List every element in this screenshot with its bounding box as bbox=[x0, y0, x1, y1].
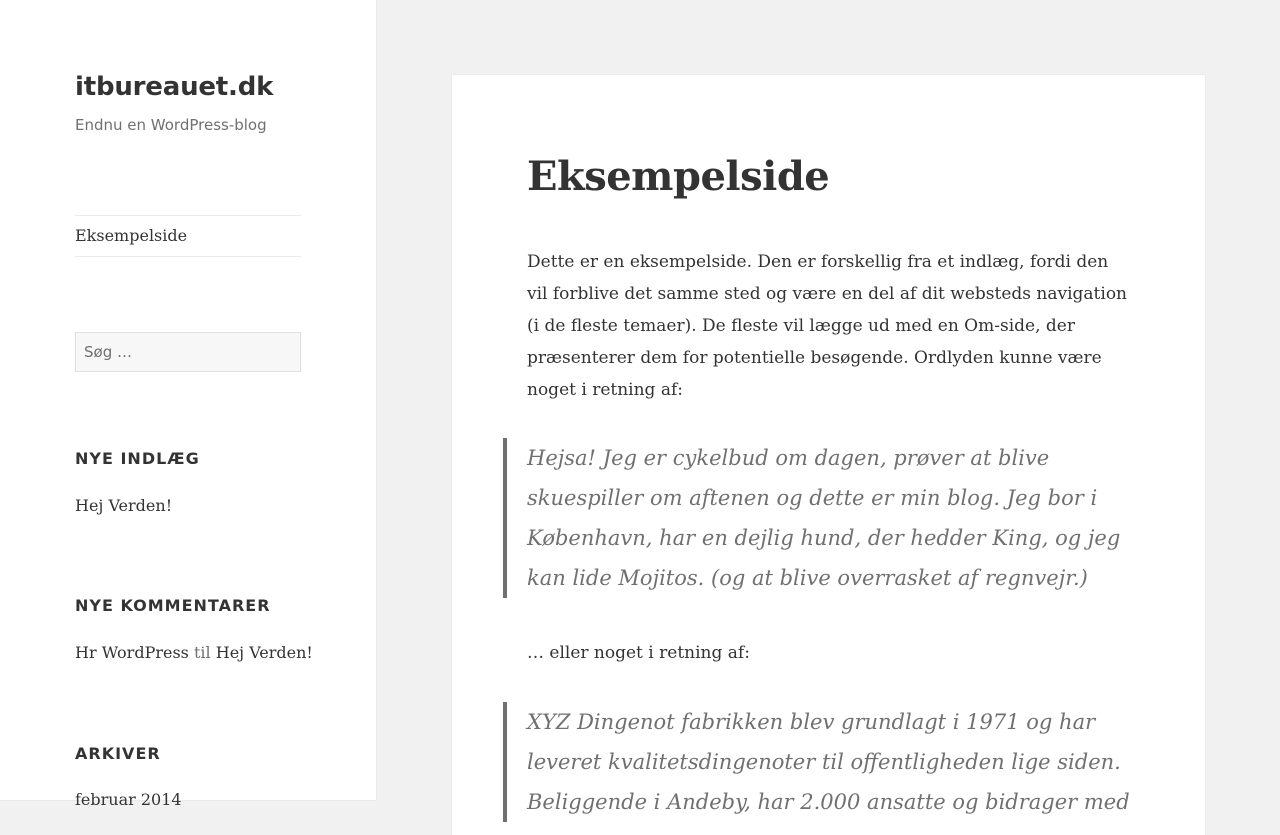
recent-posts-heading: NYE INDLÆG bbox=[75, 449, 200, 468]
recent-comment bbox=[75, 643, 313, 662]
intro-paragraph: Dette er en eksempelside. Den er forskellig fra et indlæg, fordi den vil forblive det samme sted og være en del af dit websteds navigation (i de fleste temaer). De fleste vil lægge ud med en Om-side, der præsenterer dem for potentielle besøgende. Ordlyden kunne være noget i retning af: bbox=[527, 252, 1127, 400]
site-title[interactable]: itbureauet.dk bbox=[75, 72, 274, 102]
blockquote-first: Hejsa! Jeg er cykelbud om dagen, prøver at blive skuespiller om aftenen og dette er min blog. Jeg bor i København, har en dejlig hund, der hedder King, og jeg kan lide Mojitos. (og at blive overrasket af regnvejr.) bbox=[503, 438, 1133, 598]
archive-link[interactable]: februar 2014 bbox=[75, 790, 182, 809]
blockquote-second: XYZ Dingenot fabrikken blev grundlagt i 1971 og har leveret kvalitetsdingenoter til offentligheden lige siden. Beliggende i Andeby, har 2.000 ansatte og bidrager med bbox=[503, 702, 1133, 822]
comment-author-link[interactable]: Hr WordPress bbox=[75, 643, 189, 662]
recent-posts-list bbox=[75, 496, 172, 515]
sidebar bbox=[0, 0, 376, 809]
comment-connector: til bbox=[193, 643, 211, 662]
search-input[interactable] bbox=[75, 332, 301, 372]
between-paragraph: … eller noget i retning af: bbox=[527, 643, 750, 663]
site-description: Endnu en WordPress-blog bbox=[75, 116, 267, 134]
recent-comments-heading: NYE KOMMENTARER bbox=[75, 596, 271, 615]
comment-post-link[interactable]: Hej Verden! bbox=[215, 643, 313, 662]
page-content bbox=[452, 75, 1205, 835]
page-title: Eksempelside bbox=[527, 153, 830, 200]
nav-item-eksempelside[interactable]: Eksempelside bbox=[75, 226, 188, 245]
main-navigation bbox=[75, 215, 301, 257]
recent-post-link[interactable]: Hej Verden! bbox=[75, 496, 173, 515]
archives-heading: ARKIVER bbox=[75, 744, 161, 763]
